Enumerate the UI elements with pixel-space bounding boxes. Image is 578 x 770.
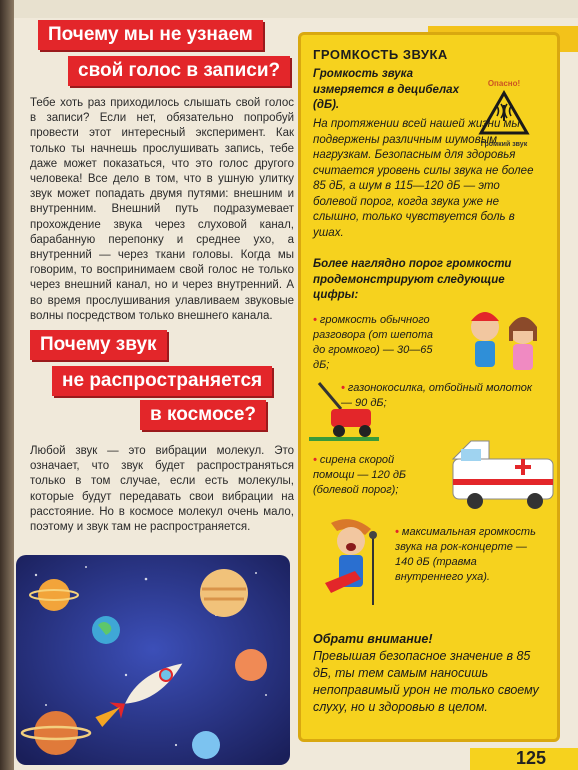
bullet-conversation: • громкость обычного разговора (от шепота до громкого) — 30—65 дБ; <box>313 314 434 371</box>
space-illustration <box>16 555 290 765</box>
lawnmower-icon <box>309 379 379 441</box>
top-band <box>14 0 578 18</box>
sidebar-title: ГРОМКОСТЬ ЗВУКА <box>313 47 448 62</box>
warning-bottom-label: Громкий звук <box>480 141 528 148</box>
article2-title-line1: Почему звук <box>30 330 167 360</box>
sidebar-para2: Более наглядно порог громкости продемонстрируют следующие цифры: <box>313 258 512 301</box>
attention-body: Превышая безопасное значение в 85 дБ, ты тем самым наносишь непоправимый урон не только своему слуху, но и здоровью в целом. <box>313 649 539 714</box>
article1-title-line1: Почему мы не узнаем <box>38 20 263 50</box>
sidebar-para1: На протяжении всей нашей жизни мы подвержены различным шумовым нагрузкам. Безопасным для здоровья считается уровень силы звука не более 85 дБ, а шум в 115—120 дБ — это болевой порог, когда звука уже не слышно, только чувствуется боль в ушах. <box>313 118 534 239</box>
page-number: 125 <box>516 748 547 768</box>
children-talking-icon <box>461 297 551 387</box>
article2-title-line3: в космосе? <box>140 400 266 430</box>
article2-body: Любой звук — это вибрации молекул. Это означает, что звук будет распространяться только в том случае, если есть молекулы, которые будут передавать свои вибрации на расстояние. Но в космосе молекул очень мало, поэтому и звук там не распространяется. <box>30 445 294 534</box>
planet-large-icon <box>200 569 248 617</box>
book-spine <box>0 0 14 770</box>
space-illustration-svg <box>16 555 290 765</box>
attention-head: Обрати внимание! <box>313 632 433 646</box>
bullet-concert: • максимальная громкость звука на рок-концерте — 140 дБ (травма внутреннего уха). <box>395 526 536 583</box>
bullet-siren: • сирена скорой помощи — 120 дБ (болевой порог); <box>313 454 407 496</box>
warning-top-label: Опасно! <box>487 79 521 88</box>
planet-orange-icon <box>38 579 70 611</box>
ambulance-icon <box>449 435 559 515</box>
article1-body: Тебе хоть раз приходилось слышать свой голос в записи? Если нет, обязательно попробуй провести этот интересный эксперимент. Как только ты начнешь прослушивать запись, тебе даже может показаться, что это голос другого человека! Все дело в том, что в ушную улитку звук может попадать двумя путями: внешним и внутренним. Внешний путь подразумевает прохождение звука через слуховой канал, барабанную перепонку и среднее ухо, а внутренний — через ткани головы. Когда мы говорим, то воспринимаем свой голос не только через внешний канал, но и через внутренний. А во время прослушивания улавливаем звуковые волны посредством только внешнего канала. <box>30 97 294 322</box>
loudness-sidebar <box>298 32 560 742</box>
planet-red-icon <box>235 649 267 681</box>
planet-bottom-icon <box>34 711 78 755</box>
article2-title-line2: не распространяется <box>52 366 272 396</box>
article1-title-line2: свой голос в записи? <box>68 56 290 86</box>
attention-block <box>313 631 549 716</box>
rock-singer-icon <box>311 515 391 615</box>
bullet-lawnmower: • газонокосилка, отбойный молоток — 90 дБ; <box>341 382 533 409</box>
sidebar-intro: Громкость звука измеряется в децибелах (дБ). <box>313 68 459 111</box>
